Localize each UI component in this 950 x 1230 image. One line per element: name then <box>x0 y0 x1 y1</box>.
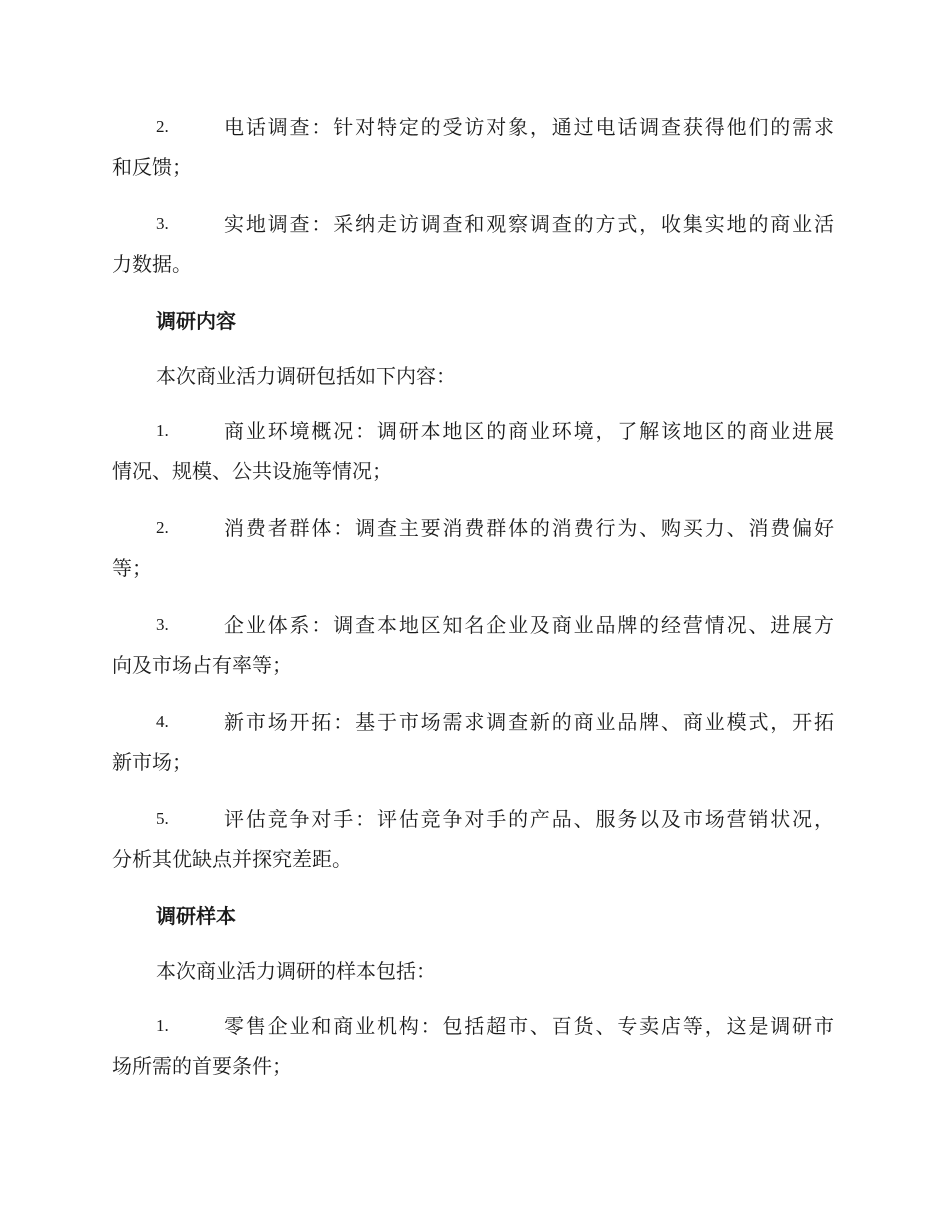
list-item-text-continued: 分析其优缺点并探究差距。 <box>112 847 352 871</box>
list-item-text: 新市场开拓：基于市场需求调查新的商业品牌、商业模式，开拓 <box>224 710 834 734</box>
list-item-text: 评估竞争对手：评估竞争对手的产品、服务以及市场营销状况， <box>224 807 834 831</box>
list-item-field-survey <box>112 204 834 284</box>
section-heading-research-content: 调研内容 <box>156 309 236 333</box>
list-item-enterprise-system <box>112 605 834 685</box>
list-number: 2. <box>156 117 169 136</box>
list-item-text-continued: 和反馈； <box>112 155 192 179</box>
list-item-text: 零售企业和商业机构：包括超市、百货、专卖店等，这是调研市 <box>224 1014 834 1038</box>
list-number: 1. <box>156 421 169 440</box>
list-number: 3. <box>156 615 169 634</box>
list-item-text-continued: 情况、规模、公共设施等情况； <box>112 459 392 483</box>
list-number: 4. <box>156 712 169 731</box>
list-number: 3. <box>156 214 169 233</box>
list-number: 2. <box>156 518 169 537</box>
list-item-retail <box>112 1006 834 1086</box>
list-item-text-continued: 新市场； <box>112 750 192 774</box>
list-item-new-market <box>112 702 834 782</box>
intro-paragraph-content: 本次商业活力调研包括如下内容： <box>156 364 456 388</box>
list-item-text: 商业环境概况：调研本地区的商业环境，了解该地区的商业进展 <box>224 419 834 443</box>
list-item-phone-survey <box>112 107 834 187</box>
list-item-text-continued: 向及市场占有率等； <box>112 653 292 677</box>
list-number: 5. <box>156 809 169 828</box>
list-item-text-continued: 力数据。 <box>112 252 192 276</box>
list-item-text: 企业体系：调查本地区知名企业及商业品牌的经营情况、进展方 <box>224 613 834 637</box>
list-item-text-continued: 场所需的首要条件； <box>112 1054 292 1078</box>
list-item-text: 消费者群体：调查主要消费群体的消费行为、购买力、消费偏好 <box>224 516 834 540</box>
list-item-consumer-groups <box>112 508 834 588</box>
list-item-competitors <box>112 799 834 879</box>
list-item-business-environment <box>112 411 834 491</box>
list-number: 1. <box>156 1016 169 1035</box>
list-item-text: 实地调查：采纳走访调查和观察调查的方式，收集实地的商业活 <box>224 212 834 236</box>
list-item-text: 电话调查：针对特定的受访对象，通过电话调查获得他们的需求 <box>224 115 834 139</box>
list-item-text-continued: 等； <box>112 556 152 580</box>
intro-paragraph-sample: 本次商业活力调研的样本包括： <box>156 959 436 983</box>
section-heading-research-sample: 调研样本 <box>156 904 236 928</box>
